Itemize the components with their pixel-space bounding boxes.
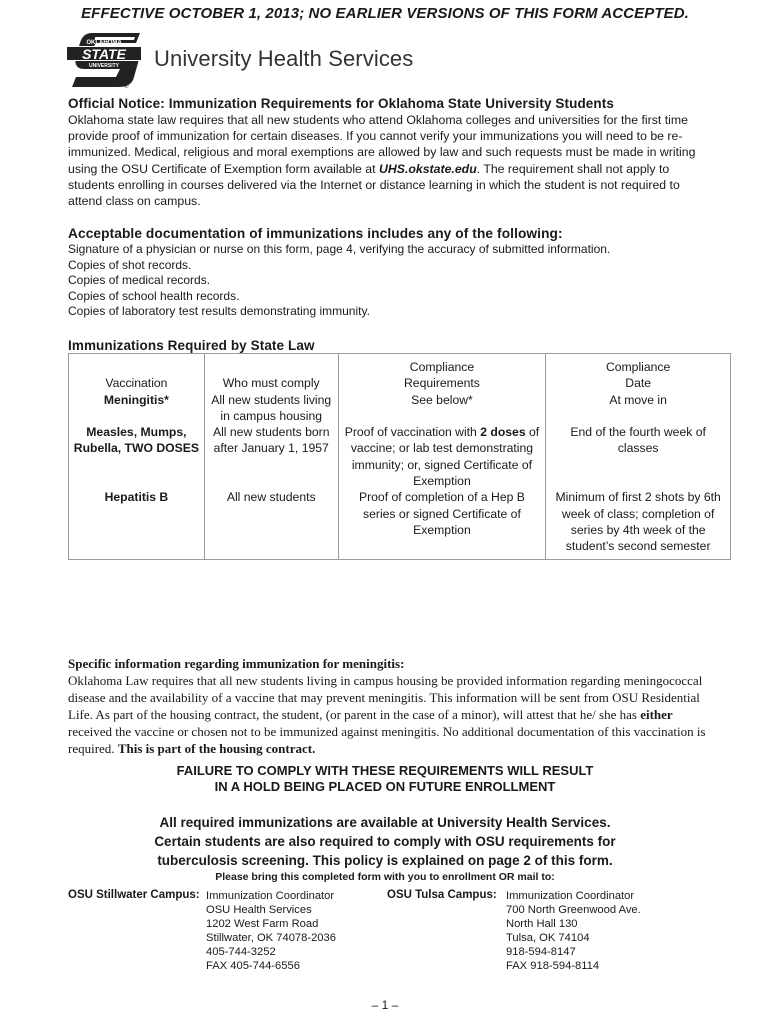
table-row [69, 489, 731, 559]
col-header-who: Who must comply [204, 354, 338, 392]
tulsa-address: Immunization Coordinator 700 North Greenwood Ave. North Hall 130 Tulsa, OK 74104 918-594-8147 FAX 918-594-8114 [506, 890, 641, 973]
col-header-vaccination: Vaccination [69, 354, 205, 392]
table-row [69, 392, 731, 425]
cell-requirements: Proof of vaccination with 2 doses of vaccine; or lab test demonstrating immunity; or, signed Certificate of Exemption [338, 424, 546, 489]
docs-item: Copies of medical records. [68, 273, 211, 288]
immunizations-table [68, 353, 731, 560]
table-row [69, 424, 731, 489]
cell-requirements: Proof of completion of a Hep B series or signed Certificate of Exemption [338, 489, 546, 559]
cell-who: All new students born after January 1, 1957 [204, 424, 338, 489]
docs-item: Signature of a physician or nurse on this form, page 4, verifying the accuracy of submitted information. [68, 242, 611, 256]
effective-date-banner: EFFECTIVE OCTOBER 1, 2013; NO EARLIER VERSIONS OF THIS FORM ACCEPTED. [81, 5, 689, 22]
page-number: – 1 – [371, 998, 399, 1012]
availability-note: All required immunizations are available at University Health Services. Certain students are also required to comply with OSU requirements for tuberculosis screening. This policy is explained on page 2 of this form. [154, 815, 616, 868]
immunizations-table-title: Immunizations Required by State Law [68, 338, 315, 353]
cell-date: Minimum of first 2 shots by 6th week of class; completion of series by 4th week of the student’s second semester [546, 489, 731, 559]
svg-text:OKLAHOMA: OKLAHOMA [86, 40, 122, 46]
cell-requirements: See below* [338, 392, 546, 425]
docs-item: Copies of laboratory test results demonstrating immunity. [68, 304, 370, 319]
cell-vaccination: Measles, Mumps, Rubella, TWO DOSES [69, 424, 205, 489]
bring-form-note: Please bring this completed form with you to enrollment OR mail to: [215, 871, 555, 883]
svg-text:UNIVERSITY: UNIVERSITY [88, 63, 120, 69]
cell-vaccination: Meningitis* [69, 392, 205, 425]
stillwater-address: Immunization Coordinator OSU Health Services 1202 West Farm Road Stillwater, OK 74078-2036 405-744-3252 FAX 405-744-6556 [206, 890, 336, 973]
cell-who: All new students [204, 489, 338, 559]
notice-heading: Official Notice: Immunization Requirements for Oklahoma State University Students [68, 96, 614, 111]
meningitis-body: Oklahoma Law requires that all new students living in campus housing be provided information regarding meningococcal disease and the availability of a vaccine that may prevent meningitis. This information will be sent from OSU Residential Life. As part of the housing contract, the student, (or parent in the case of a minor), will attest that he/ she has either received the vaccine or chosen not to be immunized against meningitis. No additional documentation of this vaccination is required. This is part of the housing contract. [68, 673, 706, 756]
cell-date: At move in [546, 392, 731, 425]
table-header-row [69, 354, 731, 392]
osu-state-logo-icon [62, 31, 146, 89]
meningitis-section [68, 655, 718, 757]
cell-vaccination: Hepatitis B [69, 489, 205, 559]
acceptable-documentation-section [68, 225, 704, 320]
failure-warning: FAILURE TO COMPLY WITH THESE REQUIREMENTS WILL RESULT IN A HOLD BEING PLACED ON FUTURE ENROLLMENT [176, 763, 594, 794]
stillwater-campus-label: OSU Stillwater Campus: [68, 889, 200, 901]
docs-heading: Acceptable documentation of immunizations includes any of the following: [68, 226, 563, 241]
docs-item: Copies of school health records. [68, 288, 240, 303]
cell-who: All new students living in campus housing [204, 392, 338, 425]
tulsa-campus-label: OSU Tulsa Campus: [387, 889, 497, 901]
meningitis-heading: Specific information regarding immunization for meningitis: [68, 656, 405, 671]
col-header-requirements: Compliance Requirements [338, 354, 546, 392]
col-header-date: Compliance Date [546, 354, 731, 392]
header-title: University Health Services [154, 46, 414, 71]
cell-date: End of the fourth week of classes [546, 424, 731, 489]
svg-text:STATE: STATE [82, 46, 126, 62]
official-notice-section [68, 95, 704, 209]
website-link[interactable]: UHS.okstate.edu [378, 161, 477, 176]
docs-item: Copies of shot records. [68, 257, 192, 272]
notice-body: Oklahoma state law requires that all new students who attend Oklahoma colleges and universities for the first time provide proof of immunization for certain diseases. If you cannot verify your immunizations you will need to be re-immunized. Medical, religious and moral exemptions are allowed by law and such requests must be made in writing using the OSU Certificate of Exemption form available at UHS.okstate.edu. The requirement shall not apply to students enrolling in courses delivered via the Internet or distance learning in which the student is not required to attend class on campus. [68, 113, 696, 209]
svg-text:®: ® [124, 84, 129, 89]
